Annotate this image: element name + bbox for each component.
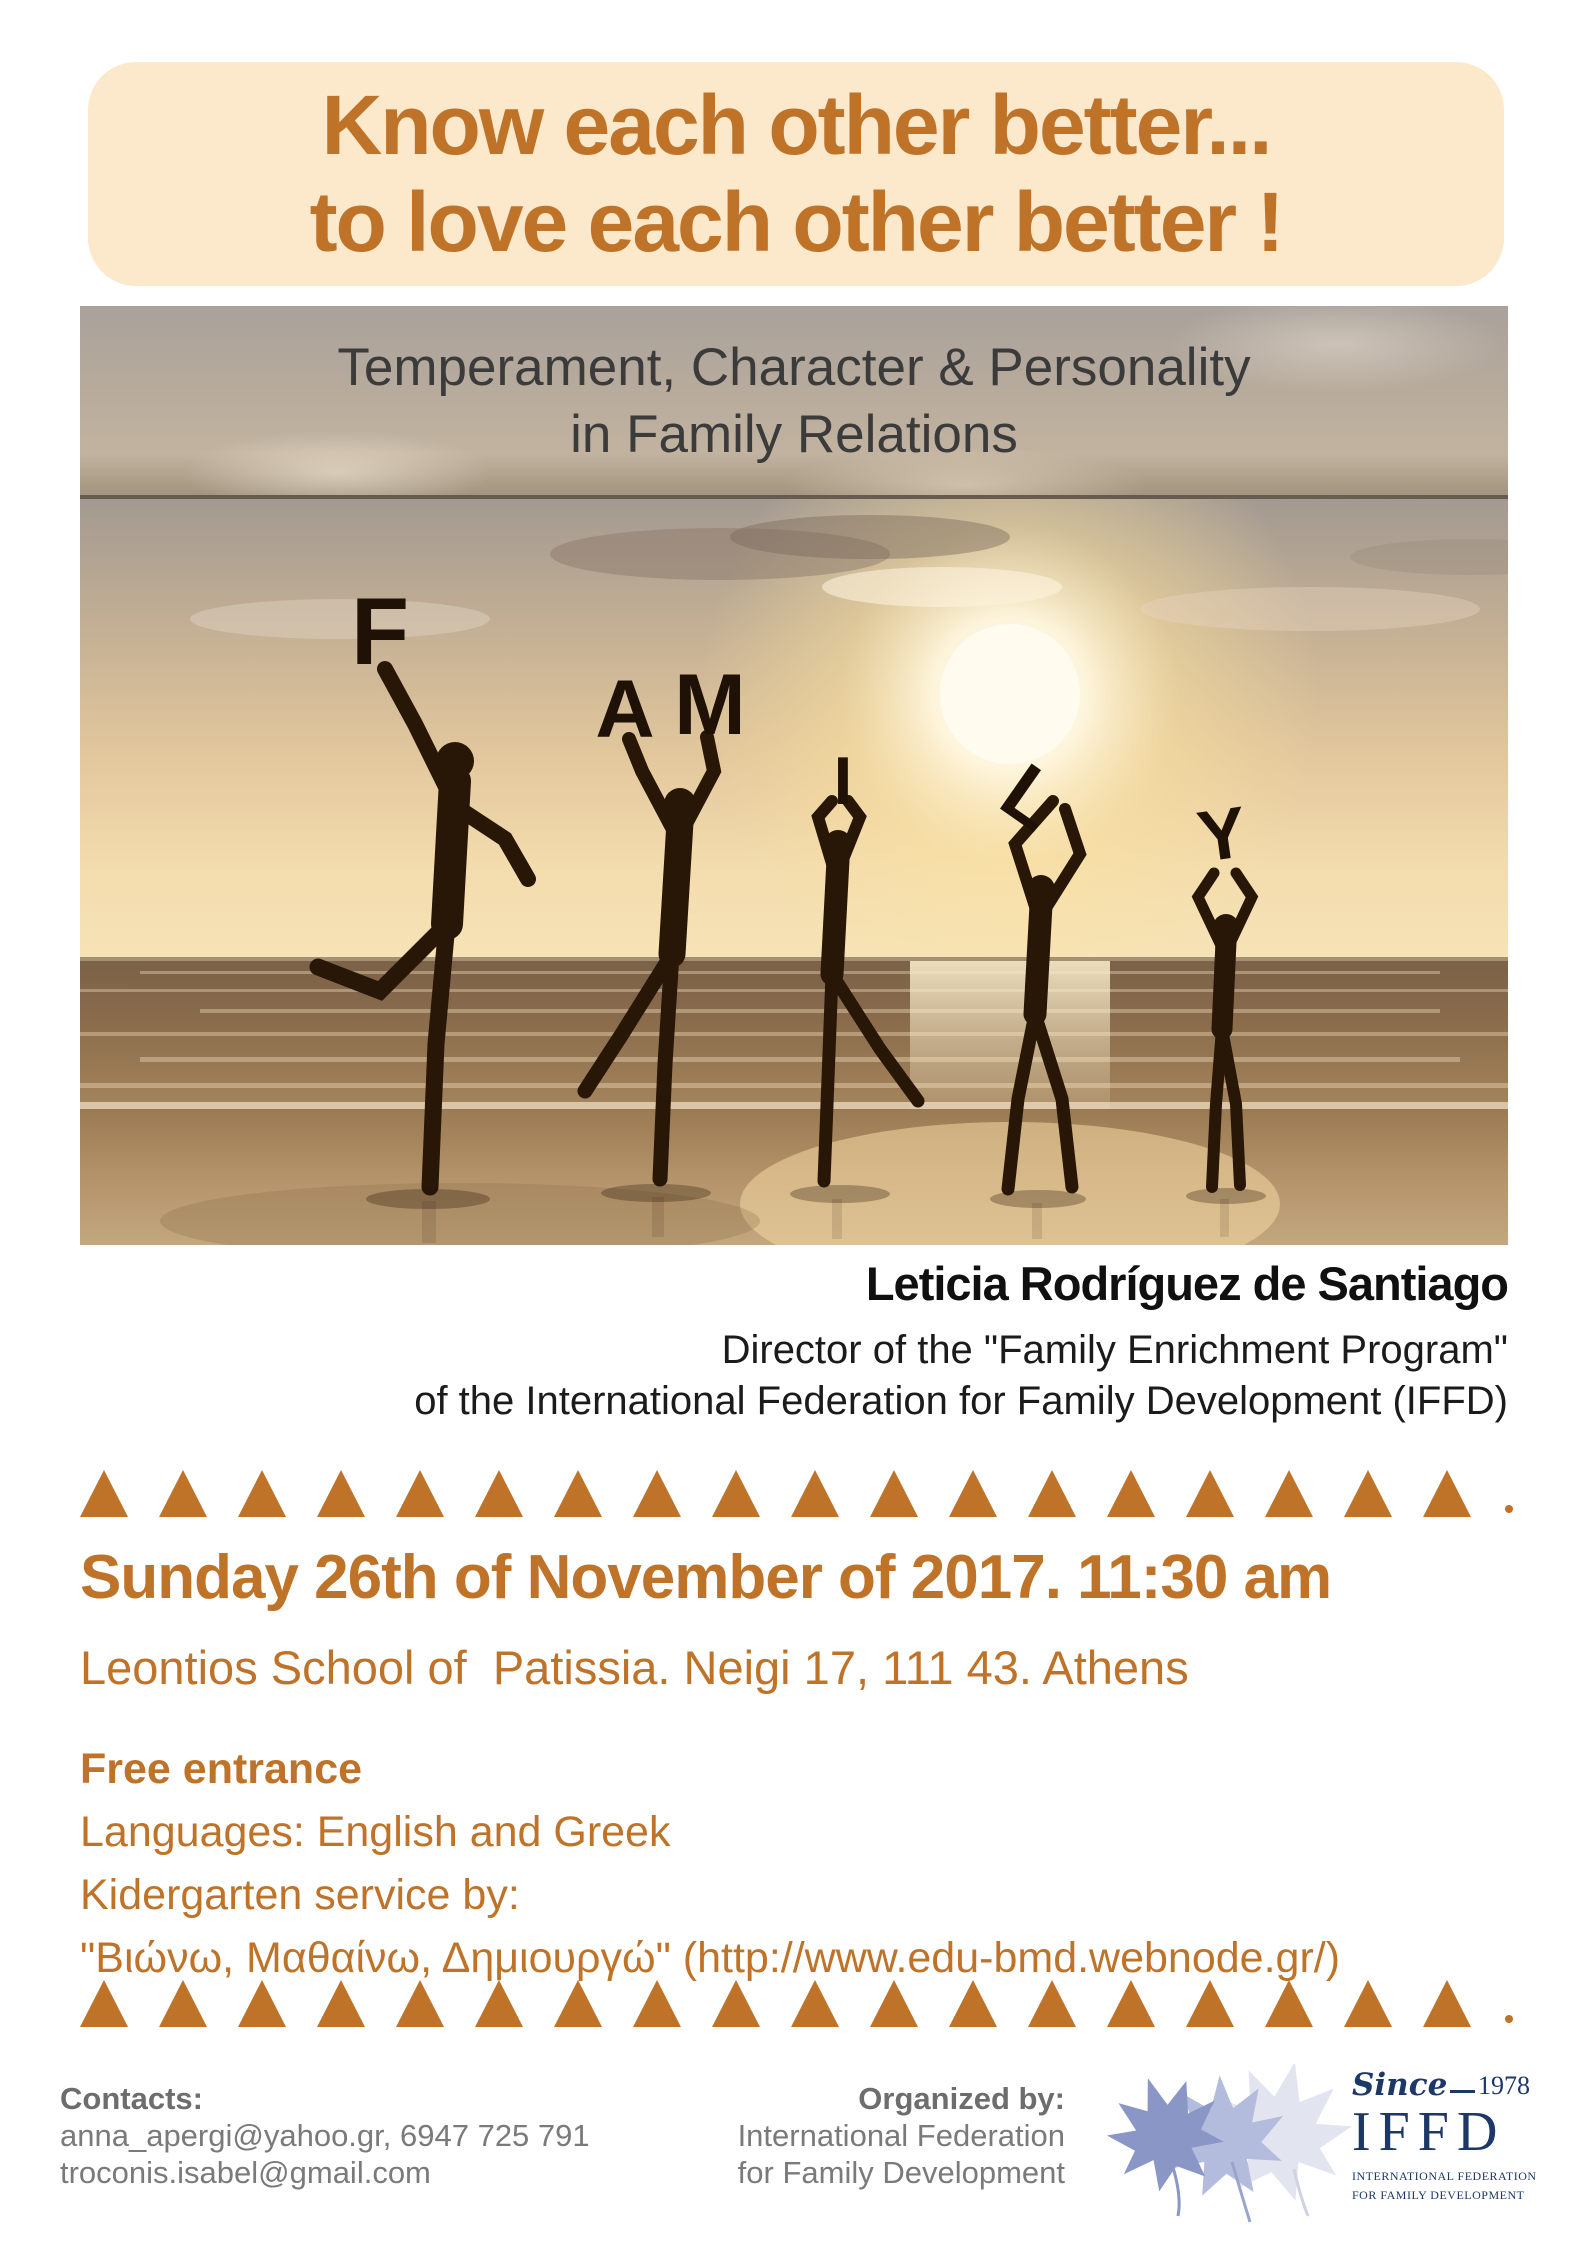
zigzag-triangle <box>633 1470 681 1517</box>
speaker-name: Leticia Rodríguez de Santiago <box>865 1257 1508 1310</box>
subtitle-line-2: in Family Relations <box>570 404 1018 464</box>
zigzag-triangle <box>1265 1470 1313 1517</box>
organized-by-label: Organized by: <box>858 2081 1065 2116</box>
letter-a: A <box>595 664 655 755</box>
iffd-swash-line <box>1450 2090 1475 2093</box>
zigzag-triangle <box>238 1980 286 2027</box>
zigzag-triangle <box>317 1980 365 2027</box>
speaker-role-line-1: Director of the "Family Enrichment Program" <box>721 1328 1508 1372</box>
zigzag-triangle <box>80 1470 128 1517</box>
zigzag-triangle <box>554 1980 602 2027</box>
letter-l: L <box>985 746 1077 848</box>
letter-i: I <box>833 743 853 819</box>
zigzag-triangle <box>554 1470 602 1517</box>
subtitle-line-1: Temperament, Character & Personality <box>337 337 1251 397</box>
zigzag-triangle <box>949 1980 997 2027</box>
zigzag-triangle <box>1186 1470 1234 1517</box>
event-location: Leontios School of Patissia. Neigi 17, 111 43. Athens <box>80 1641 1189 1694</box>
letter-y: Y <box>1192 792 1252 878</box>
kindergarten-provider: "Βιώνω, Μαθαίνω, Δημιουργώ" (http://www.edu-bmd.webnode.gr/) <box>80 1934 1341 1982</box>
speaker-block <box>80 1256 1508 1427</box>
zigzag-end-dot <box>1505 2015 1513 2023</box>
zigzag-triangle <box>1028 1470 1076 1517</box>
contacts-label: Contacts: <box>60 2081 203 2116</box>
zigzag-triangle <box>1344 1980 1392 2027</box>
title-line-1: Know each other better... <box>321 78 1271 172</box>
letter-f: F <box>350 579 410 685</box>
zigzag-triangle <box>159 1470 207 1517</box>
languages-line: Languages: English and Greek <box>80 1808 671 1856</box>
free-entrance-label: Free entrance <box>80 1745 363 1793</box>
kindergarten-label: Kidergarten service by: <box>80 1871 520 1919</box>
title-line-2: to love each other better ! <box>309 175 1283 269</box>
zigzag-triangle <box>791 1470 839 1517</box>
zigzag-divider-top <box>80 1469 1518 1517</box>
zigzag-triangle <box>80 1980 128 2027</box>
zigzag-triangle <box>1265 1980 1313 2027</box>
contact-line-2: troconis.isabel@gmail.com <box>60 2155 431 2190</box>
iffd-org-name <box>1352 2168 1537 2204</box>
zigzag-triangle <box>949 1470 997 1517</box>
zigzag-triangle <box>396 1980 444 2027</box>
zigzag-triangle <box>396 1470 444 1517</box>
iffd-logo-text <box>1352 2067 1537 2206</box>
iffd-org-line-2: FOR FAMILY DEVELOPMENT <box>1352 2188 1525 2202</box>
zigzag-triangle <box>1423 1470 1471 1517</box>
iffd-since: Since <box>1352 2067 1448 2103</box>
organized-by-line-2: for Family Development <box>737 2155 1065 2190</box>
zigzag-triangle <box>317 1470 365 1517</box>
iffd-logo-leaves-icon <box>1082 2064 1354 2229</box>
iffd-year: 1978 <box>1478 2071 1530 2100</box>
iffd-org-line-1: INTERNATIONAL FEDERATION <box>1352 2169 1537 2183</box>
zigzag-triangle <box>1107 1980 1155 2027</box>
title-banner <box>88 62 1504 286</box>
letter-m: M <box>674 657 746 753</box>
event-datetime: Sunday 26th of November of 2017. 11:30 am <box>80 1543 1332 1612</box>
zigzag-end-dot <box>1505 1505 1513 1513</box>
zigzag-triangle <box>712 1980 760 2027</box>
iffd-acronym: IFFD <box>1352 2101 1506 2163</box>
zigzag-triangle <box>159 1980 207 2027</box>
family-beach-photo <box>80 499 1508 1245</box>
event-details <box>80 1738 1340 1990</box>
zigzag-triangle <box>791 1980 839 2027</box>
zigzag-triangle <box>1107 1470 1155 1517</box>
zigzag-divider-bottom <box>80 1979 1518 2027</box>
zigzag-triangle <box>870 1980 918 2027</box>
zigzag-triangle <box>1423 1980 1471 2027</box>
speaker-role <box>80 1325 1508 1427</box>
organized-by-line-1: International Federation <box>737 2118 1065 2153</box>
subtitle-band <box>80 306 1508 499</box>
sun <box>940 624 1080 764</box>
zigzag-triangle <box>633 1980 681 2027</box>
contact-line-1: anna_apergi@yahoo.gr, 6947 725 791 <box>60 2118 590 2153</box>
speaker-role-line-2: of the International Federation for Family Development (IFFD) <box>414 1379 1508 1423</box>
zigzag-triangle <box>475 1470 523 1517</box>
zigzag-triangle <box>870 1470 918 1517</box>
zigzag-triangle <box>1344 1470 1392 1517</box>
contacts-block <box>60 2080 590 2191</box>
zigzag-triangle <box>1186 1980 1234 2027</box>
organized-by-block <box>665 2080 1065 2191</box>
maple-leaves <box>1094 2064 1354 2222</box>
zigzag-triangle <box>712 1470 760 1517</box>
zigzag-triangle <box>475 1980 523 2027</box>
iffd-since-row <box>1352 2067 1530 2103</box>
zigzag-triangle <box>1028 1980 1076 2027</box>
zigzag-triangle <box>238 1470 286 1517</box>
